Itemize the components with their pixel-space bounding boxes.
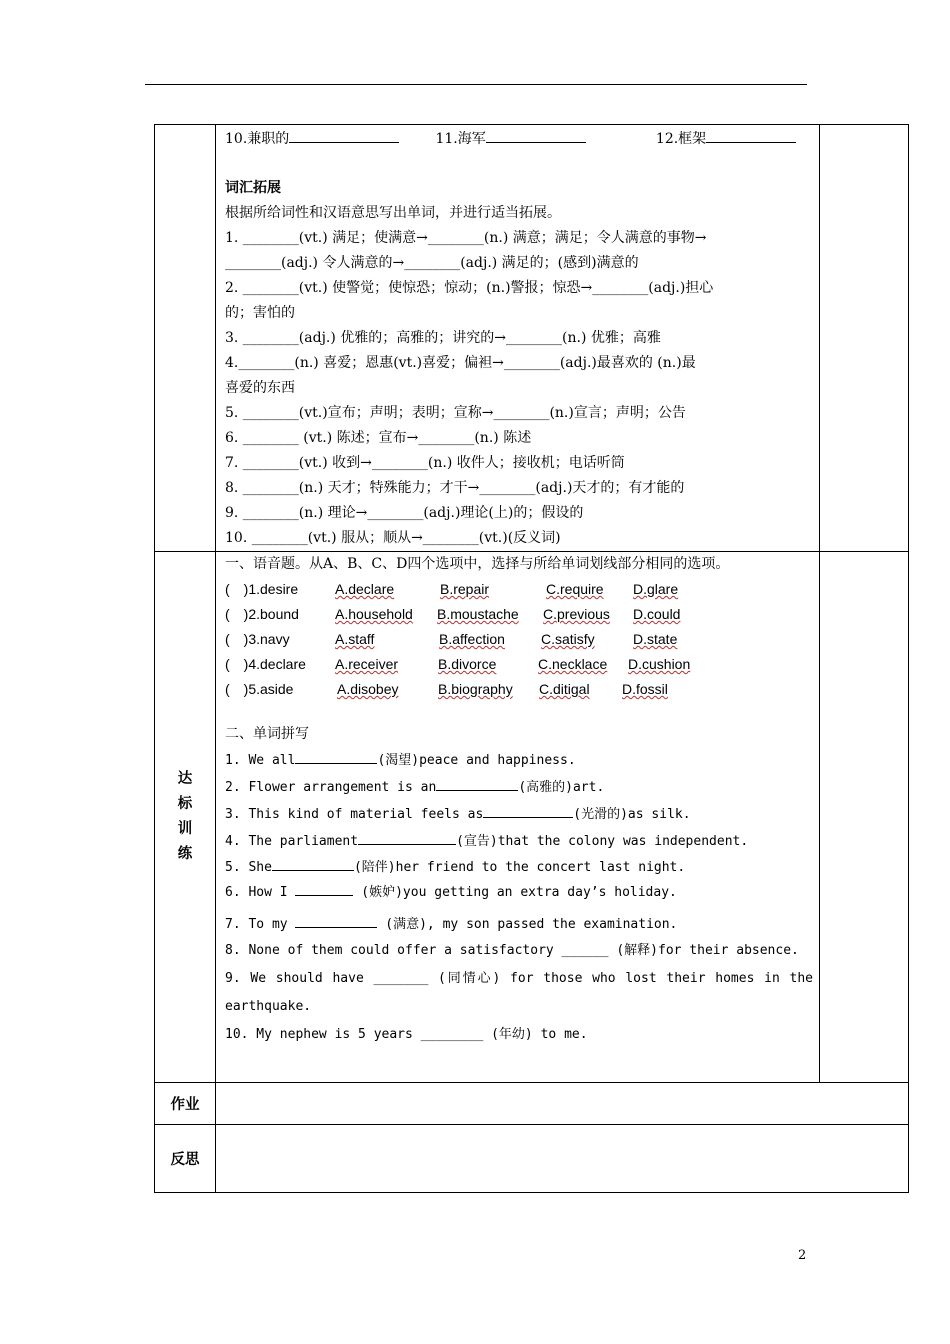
exercise-row — [155, 552, 909, 1083]
spelling-blank[interactable] — [295, 881, 353, 896]
option-b[interactable]: B.affection — [439, 631, 505, 647]
reflection-row — [155, 1125, 909, 1193]
question-word: ( )2.bound — [225, 606, 299, 622]
header-rule — [145, 84, 807, 85]
spelling-heading: 二、单词拼写 — [225, 726, 309, 742]
vocab-line: 8. ________(n.) 天才；特殊能力；才干→________(adj.)天才的；有才能的 — [225, 480, 685, 496]
phonetics-question — [225, 577, 813, 602]
question-word: ( )1.desire — [225, 581, 299, 597]
option-b[interactable]: B.divorce — [438, 656, 497, 672]
spelling-item — [225, 881, 813, 909]
spelling-hint: (满意), my son passed the examination. — [377, 917, 678, 932]
option-b[interactable]: B.repair — [440, 581, 490, 597]
page-number: 2 — [798, 1248, 807, 1263]
spelling-prefix: 2. Flower arrangement is an — [225, 780, 437, 795]
spelling-prefix: 3. This kind of material feels as — [225, 807, 484, 822]
right-cell-empty — [820, 552, 909, 1083]
vocab-line: 4.________(n.) 喜爱；恩惠(vt.)喜爱；偏袒→________(adj.)最喜欢的 (n.)最 — [225, 355, 696, 371]
question-word: ( )4.declare — [225, 656, 306, 672]
phonetics-question — [225, 677, 813, 702]
item-10-blank[interactable] — [289, 128, 399, 143]
side-char: 标 — [177, 796, 193, 812]
option-a[interactable]: A.receiver — [335, 656, 399, 672]
spelling-item — [225, 909, 813, 937]
option-b[interactable]: B.biography — [438, 681, 513, 697]
spelling-item — [225, 774, 813, 801]
spelling-blank[interactable] — [295, 913, 377, 928]
vocab-line: 9. ________(n.) 理论→________(adj.)理论(上)的；假设的 — [225, 505, 584, 521]
reflection-cell[interactable] — [216, 1125, 909, 1193]
vocab-cell — [216, 125, 820, 552]
vocab-line: 7. ________(vt.) 收到→________(n.) 收件人；接收机；电话听筒 — [225, 455, 625, 471]
spelling-item-10: 10. My nephew is 5 years ________ (年幼) to me. — [225, 1027, 588, 1042]
spelling-item — [225, 828, 813, 855]
vocab-line: ________(adj.) 令人满意的→________(adj.) 满足的；(感到)满意的 — [225, 255, 639, 271]
homework-cell[interactable] — [216, 1083, 909, 1125]
option-c[interactable]: C.require — [546, 581, 604, 597]
question-word: ( )3.navy — [225, 631, 290, 647]
spelling-prefix: 1. We all — [225, 753, 296, 768]
homework-label: 作业 — [155, 1083, 216, 1125]
spelling-hint: (渴望)peace and happiness. — [377, 753, 576, 768]
option-d[interactable]: D.glare — [633, 581, 679, 597]
side-char: 练 — [177, 846, 193, 862]
option-b[interactable]: B.moustache — [437, 606, 519, 622]
option-a[interactable]: A.declare — [335, 581, 395, 597]
vocab-line: 2. ________(vt.) 使警觉；使惊恐；惊动；(n.)警报；惊恐→________(adj.)担心 — [225, 280, 714, 296]
vocab-line: 的；害怕的 — [225, 305, 295, 321]
spelling-prefix: 5. She — [225, 860, 272, 875]
option-c[interactable]: C.necklace — [538, 656, 608, 672]
spelling-blank[interactable] — [295, 749, 377, 764]
option-c[interactable]: C.ditigal — [539, 681, 590, 697]
side-char: 训 — [177, 821, 193, 837]
question-word: ( )5.aside — [225, 681, 294, 697]
item-10-num: 10. — [225, 131, 248, 147]
item-12-word: 框架 — [678, 131, 707, 147]
option-a[interactable]: A.staff — [335, 631, 375, 647]
spelling-blank[interactable] — [436, 776, 518, 791]
reflection-label: 反思 — [155, 1125, 216, 1193]
spelling-hint: (高雅的)art. — [518, 780, 605, 795]
spelling-hint: (宣告)that the colony was independent. — [456, 834, 749, 849]
spelling-item-9: 9. We should have _______ (同情心) for those who lost their homes in the earthquake. — [225, 971, 813, 1014]
spelling-hint: (陪伴)her friend to the concert last night. — [353, 860, 686, 875]
vocab-intro: 根据所给词性和汉语意思写出单词，并进行适当拓展。 — [225, 205, 561, 221]
option-c[interactable]: C.satisfy — [541, 631, 595, 647]
vocab-row — [155, 125, 909, 552]
option-d[interactable]: D.cushion — [628, 656, 691, 672]
item-11-blank[interactable] — [486, 128, 586, 143]
spelling-item — [225, 855, 813, 881]
side-char: 达 — [177, 771, 193, 787]
vocab-line: 3. ________(adj.) 优雅的；高雅的；讲究的→________(n.) 优雅；高雅 — [225, 330, 661, 346]
vocab-line: 5. ________(vt.)宣布；声明；表明；宣称→________(n.)宣言；声明；公告 — [225, 405, 686, 421]
phonetics-question — [225, 602, 813, 627]
vocab-line: 10. ________(vt.) 服从；顺从→________(vt.)(反义词) — [225, 530, 561, 546]
spelling-blank[interactable] — [272, 856, 354, 871]
exercise-cell — [216, 552, 820, 1083]
worksheet-table — [154, 124, 909, 1193]
spelling-item — [225, 801, 813, 828]
spelling-item-8: 8. None of them could offer a satisfactory ______ (解释)for their absence. — [225, 943, 799, 958]
spelling-prefix: 6. How I — [225, 885, 296, 900]
item-10-word: 兼职的 — [247, 131, 290, 147]
item-12-num: 12. — [655, 131, 679, 147]
side-cell-empty — [155, 125, 216, 552]
option-a[interactable]: A.household — [335, 606, 413, 622]
vocab-line: 喜爱的东西 — [225, 380, 295, 396]
option-a[interactable]: A.disobey — [337, 681, 399, 697]
spelling-blank[interactable] — [483, 803, 573, 818]
exercise-side-label — [155, 552, 216, 1083]
vocab-line: 1. ________(vt.) 满足；使满意→________(n.) 满意；满足；令人满意的事物→ — [225, 230, 707, 246]
top-row-items — [225, 127, 813, 152]
option-d[interactable]: D.could — [633, 606, 681, 622]
spelling-hint: (嫉妒)you getting an extra day’s holiday. — [353, 885, 677, 900]
right-cell-empty — [820, 125, 909, 552]
vocab-line: 6. ________ (vt.) 陈述；宣布→________(n.) 陈述 — [225, 430, 532, 446]
spelling-hint: (光滑的)as silk. — [573, 807, 691, 822]
phonetics-heading: 一、语音题。从A、B、C、D四个选项中，选择与所给单词划线部分相同的选项。 — [225, 556, 730, 572]
spelling-prefix: 7. To my — [225, 917, 296, 932]
item-12-blank[interactable] — [706, 128, 796, 143]
option-c[interactable]: C.previous — [543, 606, 610, 622]
item-11-num: 11. — [435, 131, 458, 147]
item-11-word: 海军 — [457, 131, 486, 147]
spelling-prefix: 4. The parliament — [225, 834, 359, 849]
spelling-item — [225, 747, 813, 774]
spelling-blank[interactable] — [358, 830, 456, 845]
homework-row — [155, 1083, 909, 1125]
phonetics-question — [225, 627, 813, 652]
phonetics-question — [225, 652, 813, 677]
option-d[interactable]: D.state — [633, 631, 678, 647]
vocab-heading: 词汇拓展 — [225, 180, 281, 196]
option-d[interactable]: D.fossil — [622, 681, 668, 697]
